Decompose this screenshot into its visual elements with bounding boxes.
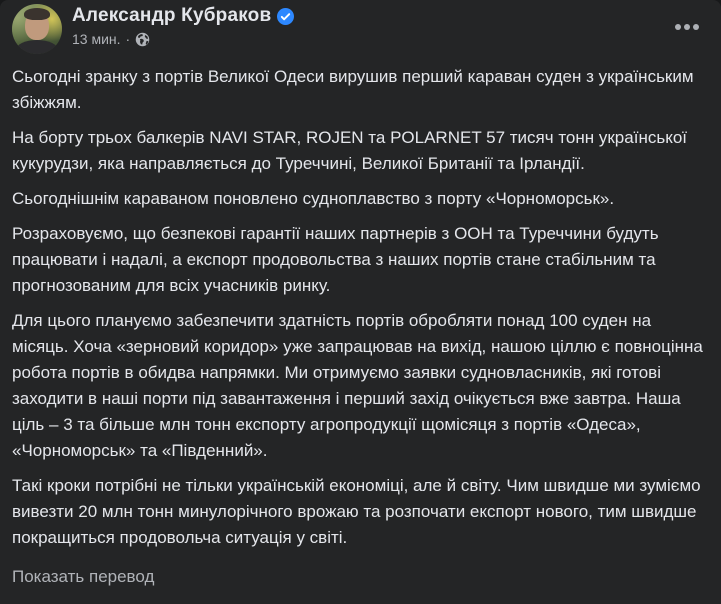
verified-badge-icon [277, 8, 294, 25]
avatar-torso [16, 40, 58, 54]
meta-separator: · [125, 31, 131, 47]
post-header [0, 0, 721, 56]
ellipsis-dot [693, 24, 699, 30]
post-text [0, 56, 721, 551]
more-options-button[interactable] [671, 18, 703, 36]
post-paragraph: Такі кроки потрібні не тільки українській економіці, але й світу. Чим швидше ми зуміємо вивезти 20 млн тонн минулорічного врожаю та розпочати експорт нового, тим швидше покращиться продовольча ситуація у світі. [12, 476, 701, 547]
globe-icon [135, 32, 150, 47]
show-translation-link[interactable]: Показать перевод [12, 567, 155, 586]
author-name-row [72, 5, 294, 27]
header-info [72, 4, 294, 47]
author-name-link[interactable]: Александр Кубраков [72, 5, 272, 26]
ellipsis-dot [684, 24, 690, 30]
ellipsis-dot [675, 24, 681, 30]
post-timestamp[interactable]: 13 мин. [72, 31, 121, 47]
post-paragraph: Сьогоднішнім караваном поновлено судноплавство з порту «Чорноморськ». [12, 189, 615, 208]
post-paragraph: Сьогодні зранку з портів Великої Одеси вирушив перший караван суден з українським збіжжям. [12, 67, 694, 112]
post-meta-row [72, 31, 294, 47]
post-paragraph: Для цього плануємо забезпечити здатність портів обробляти понад 100 суден на місяць. Хоча «зерновий коридор» уже запрацював на вихід, нашою ціллю є повноцінна робота портів в обидва напрямки. Ми отримуємо заявки судновласників, які готові заходити в наші порти під завантаження і перший захід очікується вже завтра. Наша ціль – 3 та більше млн тонн експорту агропродукції щомісяця з портів «Одеса», «Чорноморськ» та «Південний». [12, 311, 703, 460]
post-paragraph: На борту трьох балкерів NAVI STAR, ROJEN та POLARNET 57 тисяч тонн української кукурудзи, яка направляється до Туреччині, Великої Британії та Ірландії. [12, 128, 687, 173]
post-paragraph: Розраховуємо, що безпекові гарантії наших партнерів з ООН та Туреччини будуть працювати і надалі, а експорт продовольства з наших портів стане стабільним та прогнозованим для всіх учасників ринку. [12, 224, 659, 295]
avatar-hair [24, 8, 50, 20]
author-avatar[interactable] [12, 4, 62, 54]
